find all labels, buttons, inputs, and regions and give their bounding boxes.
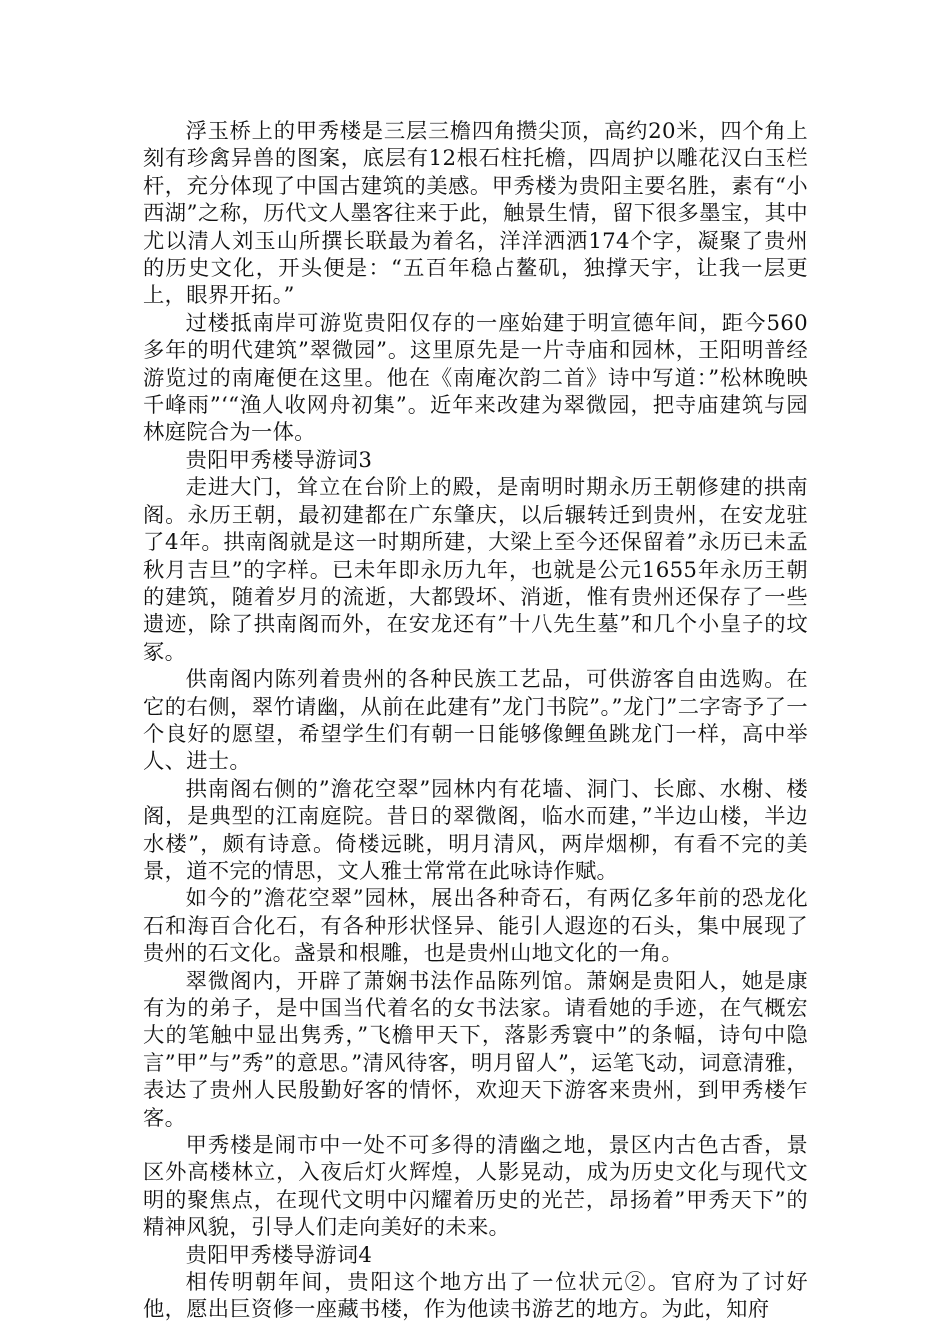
paragraph-longmen-academy: 供南阁内陈列着贵州的各种民族工艺品，可供游客自由选购。在它的右侧，翠竹请幽，从前在此建有”龙门书院”。”龙门”二字寄予了一个良好的愿望，希望学生们有朝一日能够像鲤鱼跳龙门一样，高中举人、进士。 [143,667,808,775]
section-heading-4: 贵阳甲秀楼导游词4 [185,1242,373,1268]
section-heading-3: 贵阳甲秀楼导游词3 [185,447,373,473]
paragraph-xiao-xian-calligraphy: 翠微阁内，开辟了萧娴书法作品陈列馆。萧娴是贵阳人，她是康有为的弟子，是中国当代着名的女书法家。请看她的手迹，在气概宏大的笔触中显出隽秀，”飞檐甲天下，落影秀寰中”的条幅，诗句中隐言”甲”与”秀”的意思。”清风待客，明月留人”，运笔飞动，词意清雅，表达了贵州人民殷勤好客的情怀，欢迎天下游客来贵州，到甲秀楼乍客。 [143,968,808,1131]
paragraph-stone-culture: 如今的”澹花空翠”园林，展出各种奇石，有两亿多年前的恐龙化石和海百合化石，有各种形状怪异、能引人遐迩的石头，集中展现了贵州的石文化。盏景和根雕，也是贵州山地文化的一角。 [143,886,808,967]
paragraph-danhua-kongcui-garden: 拱南阁右侧的”澹花空翠”园林内有花墙、洞门、长廊、水榭、楼阁，是典型的江南庭院。昔日的翠微阁，临水而建，”半边山楼，半边水楼”，颇有诗意。倚楼远眺，明月清风，两岸烟柳，有看不完的美景，道不完的情思，文人雅士常常在此咏诗作赋。 [143,776,808,884]
paragraph-gongnan-pavilion: 走进大门，耸立在台阶上的殿，是南明时期永历王朝修建的拱南阁。永历王朝，最初建都在广东肇庆，以后辗转迁到贵州，在安龙驻了4年。拱南阁就是这一时期所建，大梁上至今还保留着”永历已未孟秋月吉旦”的字样。已未年即永历九年，也就是公元1655年永历王朝的建筑，随着岁月的流逝，大都毁坏、消逝，惟有贵州还保存了一些遗迹，除了拱南阁而外，在安龙还有”十八先生墓”和几个小皇子的坟冢。 [143,475,808,665]
paragraph-cuiwei-garden: 过楼抵南岸可游览贵阳仅存的一座始建于明宣德年间，距今560多年的明代建筑”翠微园”。这里原先是一片寺庙和园林，王阳明普经游览过的南庵便在这里。他在《南庵次韵二首》诗中写道：”松林晚映千峰雨”‘“渔人收网舟初集”。近年来改建为翠微园，把寺庙建筑与园林庭院合为一体。 [143,310,808,446]
paragraph-ming-legend: 相传明朝年间，贵阳这个地方出了一位状元②。官府为了讨好他，愿出巨资修一座藏书楼，作为他读书游艺的地方。为此，知府 [143,1270,808,1323]
document-page [143,118,808,1324]
paragraph-modern-civilization: 甲秀楼是闹市中一处不可多得的清幽之地，景区内古色古香，景区外高楼林立，入夜后灯火辉煌，人影晃动，成为历史文化与现代文明的聚焦点，在现代文明中闪耀着历史的光芒，昂扬着”甲秀天下”的精神风貌，引导人们走向美好的未来。 [143,1133,808,1241]
paragraph-jiaxiu-tower-description: 浮玉桥上的甲秀楼是三层三檐四角攒尖顶，高约20米，四个角上刻有珍禽异兽的图案，底层有12根石柱托檐，四周护以雕花汉白玉栏杆，充分体现了中国古建筑的美感。甲秀楼为贵阳主要名胜，素有“小西湖”之称，历代文人墨客往来于此，触景生情，留下很多墨宝，其中尤以清人刘玉山所撰长联最为着名，洋洋洒洒174个字，凝聚了贵州的历史文化，开头便是：“五百年稳占鳌矶，独撑天宇，让我一层更上，眼界开拓。” [143,119,808,309]
